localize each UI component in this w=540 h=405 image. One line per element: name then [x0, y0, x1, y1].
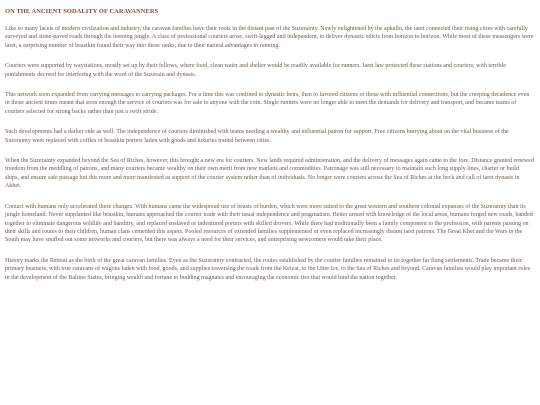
document-title: ON THE ANCIENT SODALITY OF CARAVANNERS — [5, 8, 159, 15]
paragraph: When the Suzerainty expanded beyond the Sea of Riches, however, this brought a new era for couriers. New lands required administration, and the delivery of messages again came to the fore. Distance granted renewed freedom from the meddling of patrons, and many couriers became wealthy on their own merit from new markets and commodities. Patronage was still necessary to maintain such long supply lines, charter or build ships, and ensure safe passage but this more and more manifested as support of the courier system rather than of individuals. No longer were couriers across the Sea of Riches at the beck and call of iaret dynasts in Akhet. — [5, 158, 535, 190]
paragraph: Contact with humans only accelerated these changes. With humans came the widespread use of beasts of burden, which were more suited to the great western and southern colonial expanses of the Suzerainty than its jungle homeland. Never supplanted like beastkin, humans approached the courier trade with their usual independence and pragmatism. Better armed with knowledge of the local areas, humans forged new roads, banded together to eliminate dangerous wildlife and banditry, and replaced enslaved or indentured porters with skilled drovers. While there had traditionally been a family component to the profession, with parents passing on their skills and routes to their children, human clans cemented this aspect. Pooled resources of extended families supplemented or even replaced increasingly distant iaret patrons. The Great Khet and the Wars in the South may have snuffed out some networks and couriers, but there was always a need for their services, and enterprising newcomers would take their place. — [5, 203, 533, 244]
paragraph: Like so many facets of modern civilization and industry, the caravan families have their roots in the distant past of the Suzerainty. Newly enlightened by the apkallu, the iaret connected their rising cities with carefully surveyed and stone-paved roads through the teeming jungle. A class of professional couriers arose, swift-legged and independent, to deliver dynastic edicts from horizon to horizon. While most of these messengers were iaret, a surprising number of beastkin found their way into these ranks, due to their natural advantages in running. — [5, 26, 534, 49]
paragraph: Couriers were supported by waystations, mostly set up by their fellows, where food, clean water and shelter would be readily available for runners. Iaret law protected these stations and couriers; with terrible punishments decreed for interfering with the word of the Suzerain and dynasts. — [5, 63, 506, 78]
paragraph: Such developments had a darker side as well. The independence of couriers diminished with teams needing a wealthy and influential patron for support. Free citizens hurrying about on the vital business of the Suzerainty were replaced with coffles of beastkin porters laden with goods and luxuries traded between cities. — [5, 129, 509, 144]
paragraph: This network soon expanded from carrying messages to carrying packages. For a time this was confined to dynastic heirs, then to favored citizens or those with influential connections, but the creeping decadence even in those ancient times meant that soon enough the service of couriers was for sale to anyone with the coin. Single runners were no longer able to meet the demands for delivery and transport, and became teams of couriers selected for strong backs rather than just a swift stride. — [5, 92, 530, 115]
paragraph: History marks the Retreat as the birth of the great caravan families. Even as the Suzerainty contracted, the routes established by the courier families remained to tie together far flung settlements. Trade became their primary business, with true caravans of wagons laden with food, goods, and supplies traversing the roads from the Keizai, to the Utter Ice, to the Sea of Riches and beyond. Caravan families would play important roles in the development of the Baltine States, bringing wealth and fortune to budding magnates and encouraging the economic ties that would bind the nation together. — [5, 257, 531, 281]
